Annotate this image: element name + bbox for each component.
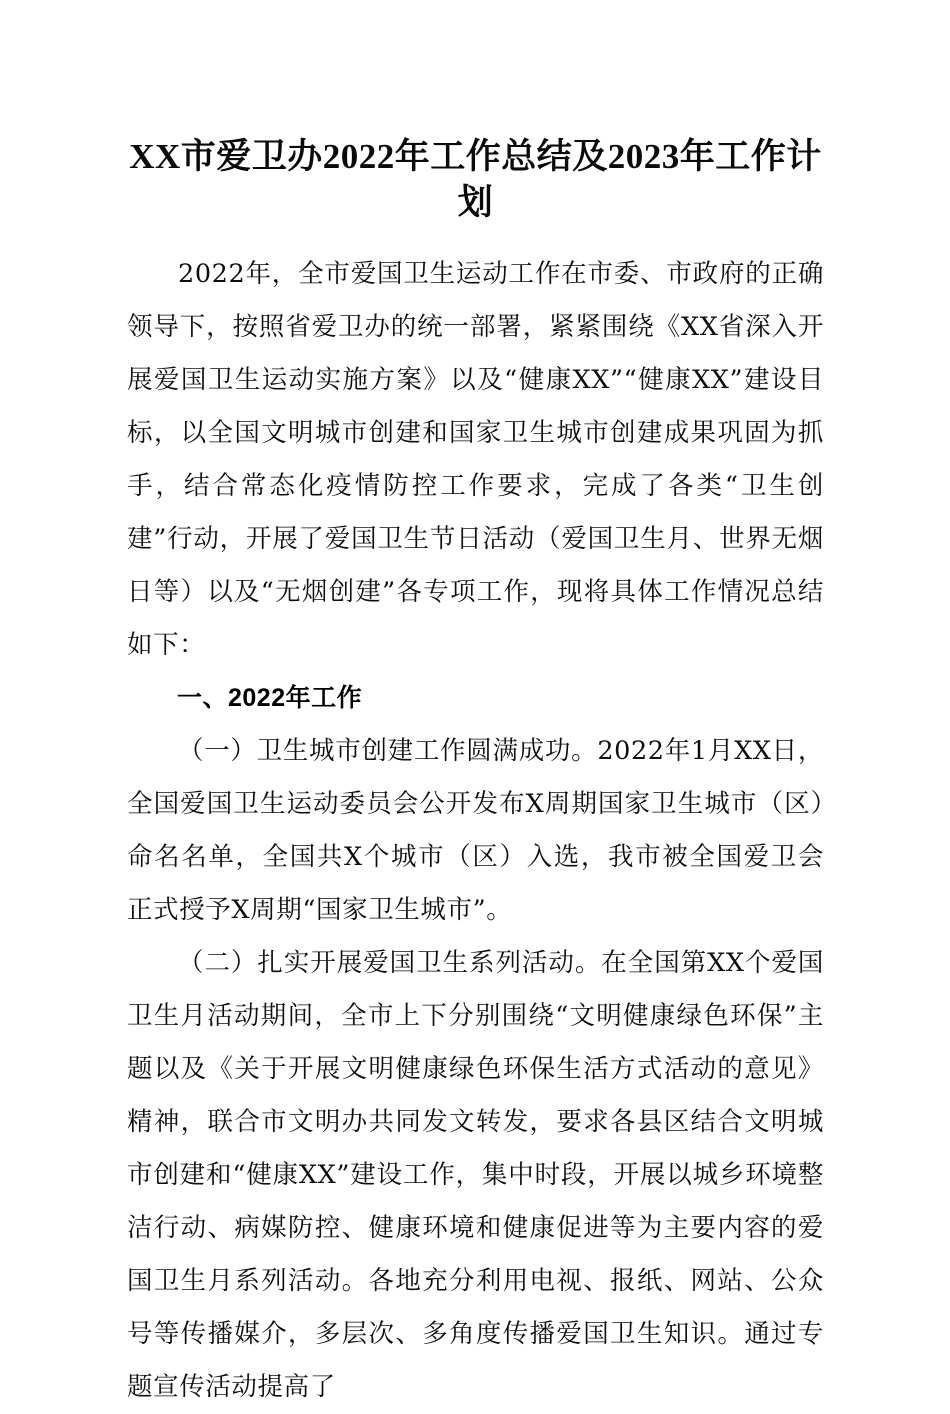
paragraph-item-two: （二）扎实开展爱国卫生系列活动。在全国第XX个爱国卫生月活动期间，全市上下分别围绕“文明健康绿色环保”主题以及《关于开展文明健康绿色环保生活方式活动的意见》精神，联合市文明办共同发文转发，要求各县区结合文明城市创建和“健康XX”建设工作，集中时段，开展以城乡环境整洁行动、病媒防控、健康环境和健康促进等为主要内容的爱国卫生月系列活动。各地充分利用电视、报纸、网站、公众号等传播媒介，多层次、多角度传播爱国卫生知识。通过专题宣传活动提高了 xyxy=(127,948,824,1402)
paragraph-intro: 2022年，全市爱国卫生运动工作在市委、市政府的正确领导下，按照省爱卫办的统一部署，紧紧围绕《XX省深入开展爱国卫生运动实施方案》以及“健康XX”“健康XX”建设目标，以全国文明城市创建和国家卫生城市创建成果巩固为抓手，结合常态化疫情防控工作要求，完成了各类“卫生创建”行动，开展了爱国卫生节日活动（爱国卫生月、世界无烟日等）以及“无烟创建”各专项工作，现将具体工作情况总结如下： xyxy=(127,259,824,660)
document-body xyxy=(127,248,824,1414)
paragraph-item-one: （一）卫生城市创建工作圆满成功。2022年1月XX日，全国爱国卫生运动委员会公开发布X周期国家卫生城市（区）命名名单，全国共X个城市（区）入选，我市被全国爱卫会正式授予X周期“国家卫生城市”。 xyxy=(127,736,824,925)
document-title: XX市爱卫办2022年工作总结及2023年工作计划 xyxy=(129,137,822,222)
section-heading-2022-work: 一、2022年工作 xyxy=(177,684,363,712)
document-content xyxy=(127,0,824,1414)
